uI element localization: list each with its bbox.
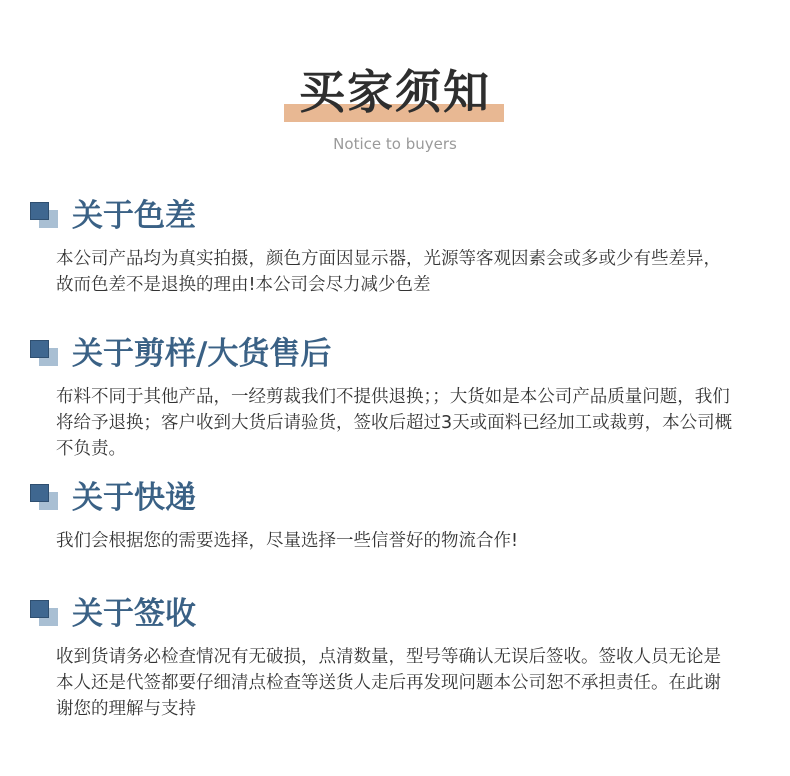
section-title: 关于快递 — [72, 480, 196, 516]
square-bullet-icon — [30, 340, 58, 366]
section-body: 我们会根据您的需要选择，尽量选择一些信誉好的物流合作! — [56, 531, 519, 551]
section-body: 布料不同于其他产品，一经剪裁我们不提供退换；；大货如是本公司产品质量问题，我们将给予退换；客户收到大货后请验货，签收后超过3天或面料已经加工或裁剪，本公司概不负责。 — [56, 387, 733, 459]
square-bullet-icon — [30, 600, 58, 626]
square-bullet-icon — [30, 484, 58, 510]
section-body: 本公司产品均为真实拍摄，颜色方面因显示器，光源等客观因素会或多或少有些差异，故而色差不是退换的理由!本公司会尽力减少色差 — [56, 249, 721, 295]
square-bullet-icon — [30, 202, 58, 228]
page-title: 买家须知 — [299, 65, 491, 119]
section-title: 关于色差 — [72, 198, 196, 234]
section-title: 关于剪样/大货售后 — [72, 336, 332, 372]
page-subtitle: Notice to buyers — [333, 135, 457, 153]
page-header — [0, 62, 790, 132]
section-title: 关于签收 — [72, 596, 196, 632]
section-body: 收到货请务必检查情况有无破损，点清数量，型号等确认无误后签收。签收人员无论是本人还是代签都要仔细清点检查等送货人走后再发现问题本公司恕不承担责任。在此谢谢您的理解与支持 — [56, 647, 721, 719]
